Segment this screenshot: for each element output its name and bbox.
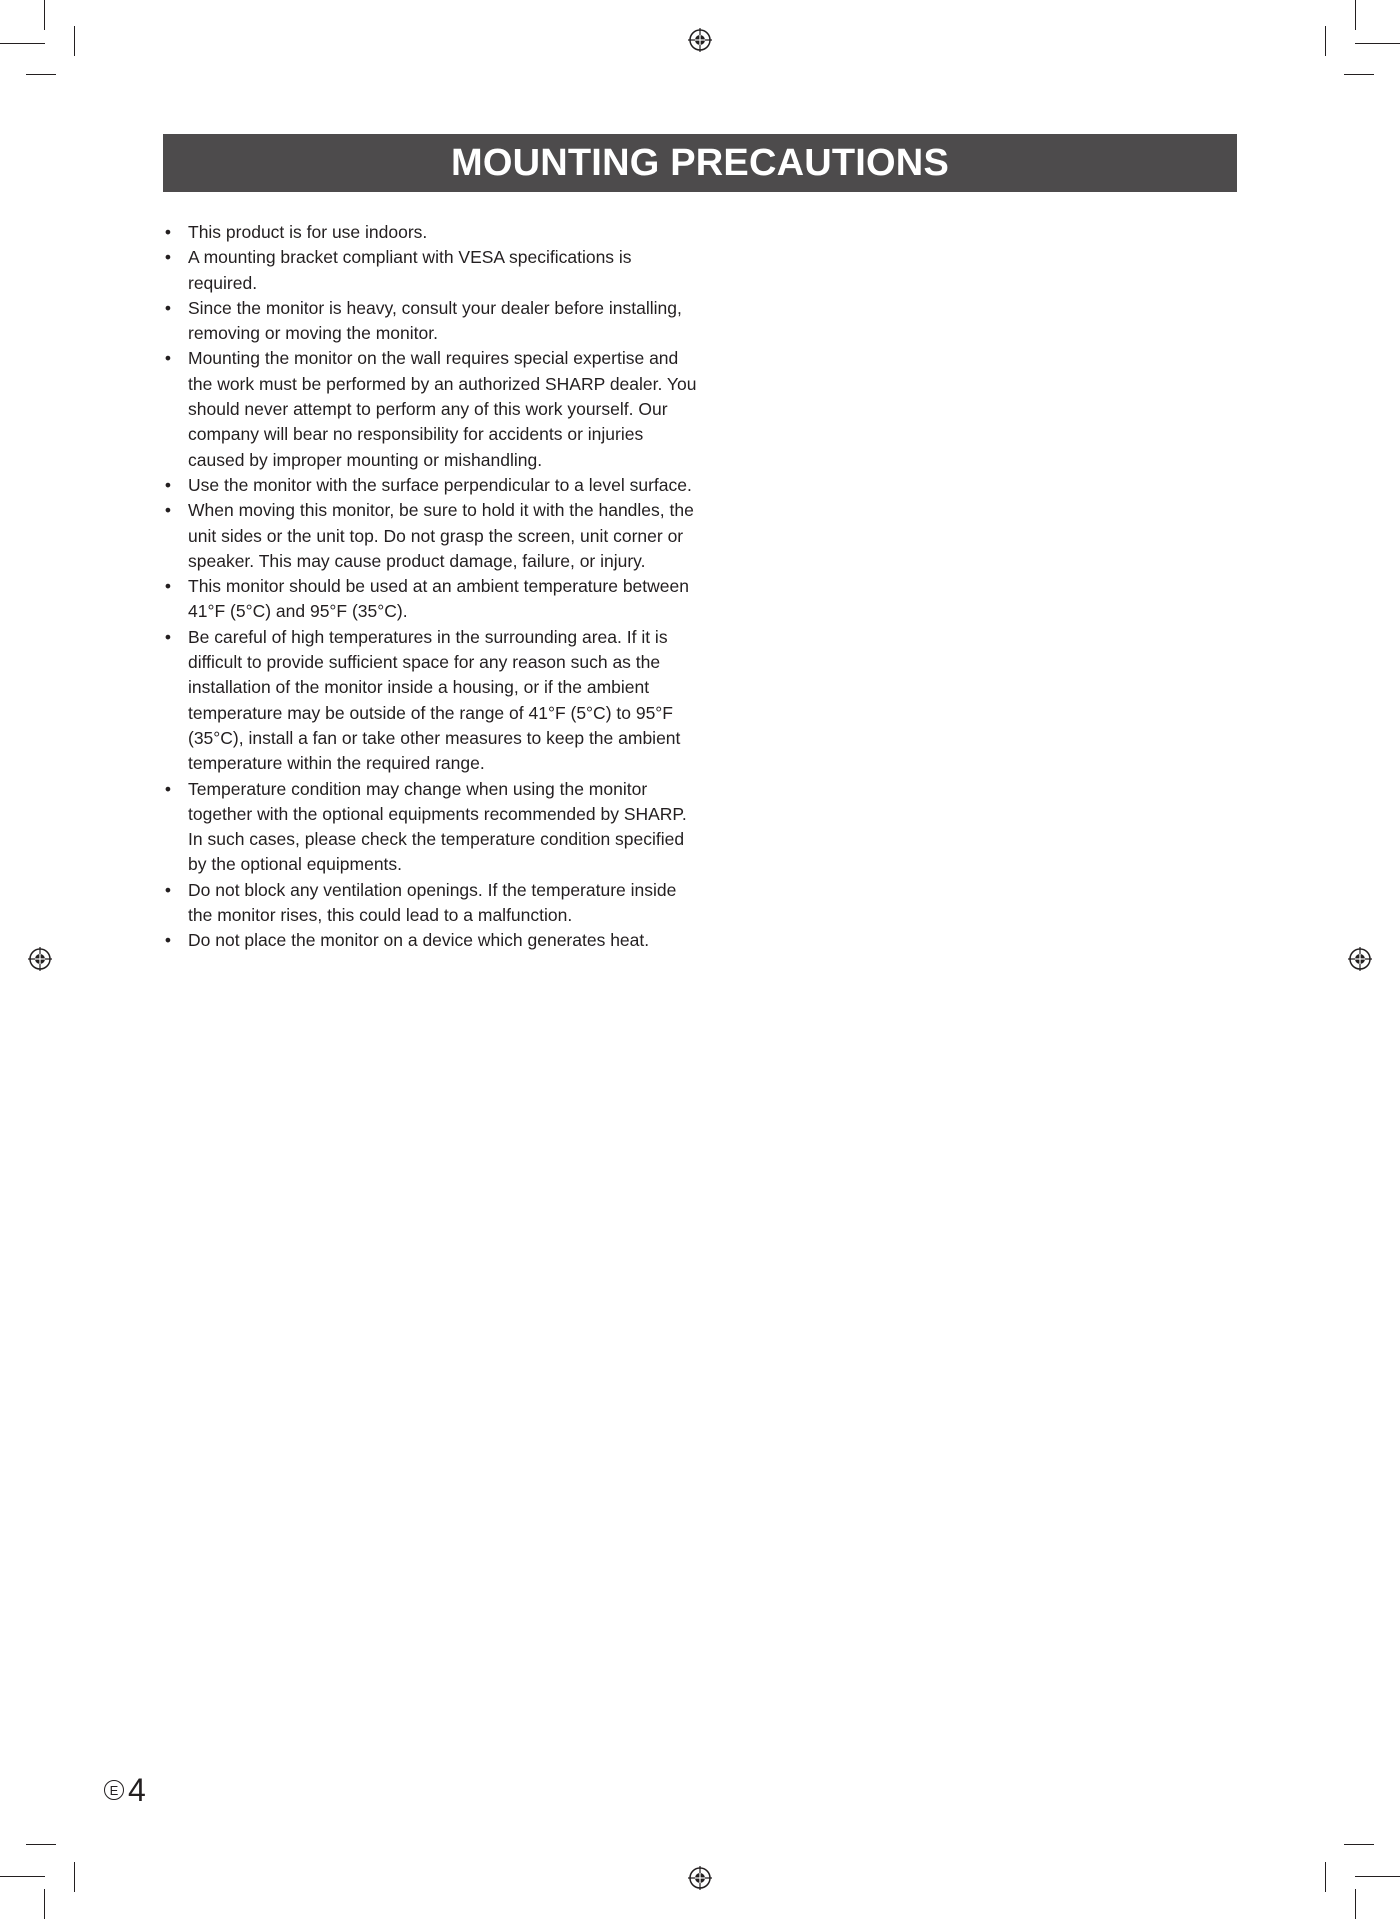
list-item-text: Use the monitor with the surface perpendicular to a level surface.	[188, 474, 692, 495]
crop-mark-bl-h	[0, 1876, 45, 1877]
crop-mark-br-h2	[1344, 1844, 1374, 1845]
bullet-icon: •	[164, 247, 172, 268]
list-item	[163, 498, 703, 574]
crop-mark-tr-v	[1355, 0, 1356, 30]
list-item-text: When moving this monitor, be sure to hold it with the handles, the unit sides or the unit top. Do not grasp the screen, unit corner or speaker. This may cause product damage, failure, or injury.	[188, 500, 694, 571]
list-item-text: Be careful of high temperatures in the surrounding area. If it is difficult to provide sufficient space for any reason such as the installation of the monitor inside a housing, or if the ambient temperature may be outside of the range of 41°F (5°C) to 95°F (35°C), install a fan or take other measures to keep the ambient temperature within the required range.	[188, 626, 681, 774]
bullet-icon: •	[164, 474, 172, 495]
list-item	[163, 625, 703, 777]
list-item	[163, 878, 703, 929]
bullet-icon: •	[164, 222, 172, 242]
list-item-text: Do not place the monitor on a device which generates heat.	[188, 930, 650, 951]
registration-mark-bottom-icon	[688, 1866, 712, 1890]
bullet-icon: •	[164, 879, 172, 900]
section-title-bar	[163, 134, 1237, 192]
crop-mark-tr-v2	[1325, 26, 1326, 56]
crop-mark-bl-v2	[74, 1862, 75, 1892]
registration-mark-top-icon	[688, 28, 712, 52]
crop-mark-tl-v	[44, 0, 45, 30]
page-number	[104, 1772, 146, 1808]
list-item	[163, 245, 703, 296]
list-item	[163, 777, 703, 878]
page-number-value: 4	[128, 1772, 146, 1808]
list-item	[163, 346, 703, 472]
page-title: MOUNTING PRECAUTIONS	[451, 141, 949, 184]
crop-mark-bl-h2	[26, 1844, 56, 1845]
list-item	[163, 220, 703, 245]
list-item	[163, 473, 703, 498]
crop-mark-tl-h	[0, 43, 45, 44]
bullet-icon: •	[164, 348, 172, 369]
bullet-icon: •	[164, 778, 172, 799]
list-item-text: Do not block any ventilation openings. If the temperature inside the monitor rises, this could lead to a malfunction.	[188, 879, 677, 926]
bullet-icon: •	[164, 500, 172, 521]
crop-mark-tr-h2	[1344, 74, 1374, 75]
bullet-icon: •	[164, 576, 172, 597]
bullet-icon: •	[164, 930, 172, 951]
list-item-text: A mounting bracket compliant with VESA specifications is required.	[188, 247, 632, 293]
crop-mark-br-v2	[1325, 1862, 1326, 1892]
crop-mark-bl-v	[44, 1889, 45, 1919]
crop-mark-br-v	[1355, 1889, 1356, 1919]
list-item-text: This monitor should be used at an ambient temperature between 41°F (5°C) and 95°F (35°C).	[188, 576, 689, 622]
list-item	[163, 928, 703, 953]
registration-mark-right-icon	[1348, 947, 1372, 971]
crop-mark-br-h	[1355, 1876, 1400, 1877]
list-item-text: Temperature condition may change when using the monitor together with the optional equipments recommended by SHARP. In such cases, please check the temperature condition specified by the optional equipments.	[188, 778, 687, 875]
list-item	[163, 296, 703, 347]
crop-mark-tr-h	[1355, 43, 1400, 44]
crop-mark-tl-h2	[26, 74, 56, 75]
language-badge: E	[104, 1780, 124, 1800]
bullet-icon: •	[164, 626, 172, 647]
registration-mark-left-icon	[28, 947, 52, 971]
list-item-text: Since the monitor is heavy, consult your dealer before installing, removing or moving the monitor.	[188, 297, 682, 344]
list-item	[163, 574, 703, 625]
list-item-text: Mounting the monitor on the wall requires special expertise and the work must be performed by an authorized SHARP dealer. You should never attempt to perform any of this work yourself. Our company will bear no responsibility for accidents or injuries caused by improper mounting or mishandling.	[188, 348, 697, 470]
bullet-icon: •	[164, 297, 172, 318]
crop-mark-tl-v2	[74, 26, 75, 56]
precautions-list	[163, 220, 703, 954]
list-item-text: This product is for use indoors.	[188, 222, 428, 242]
